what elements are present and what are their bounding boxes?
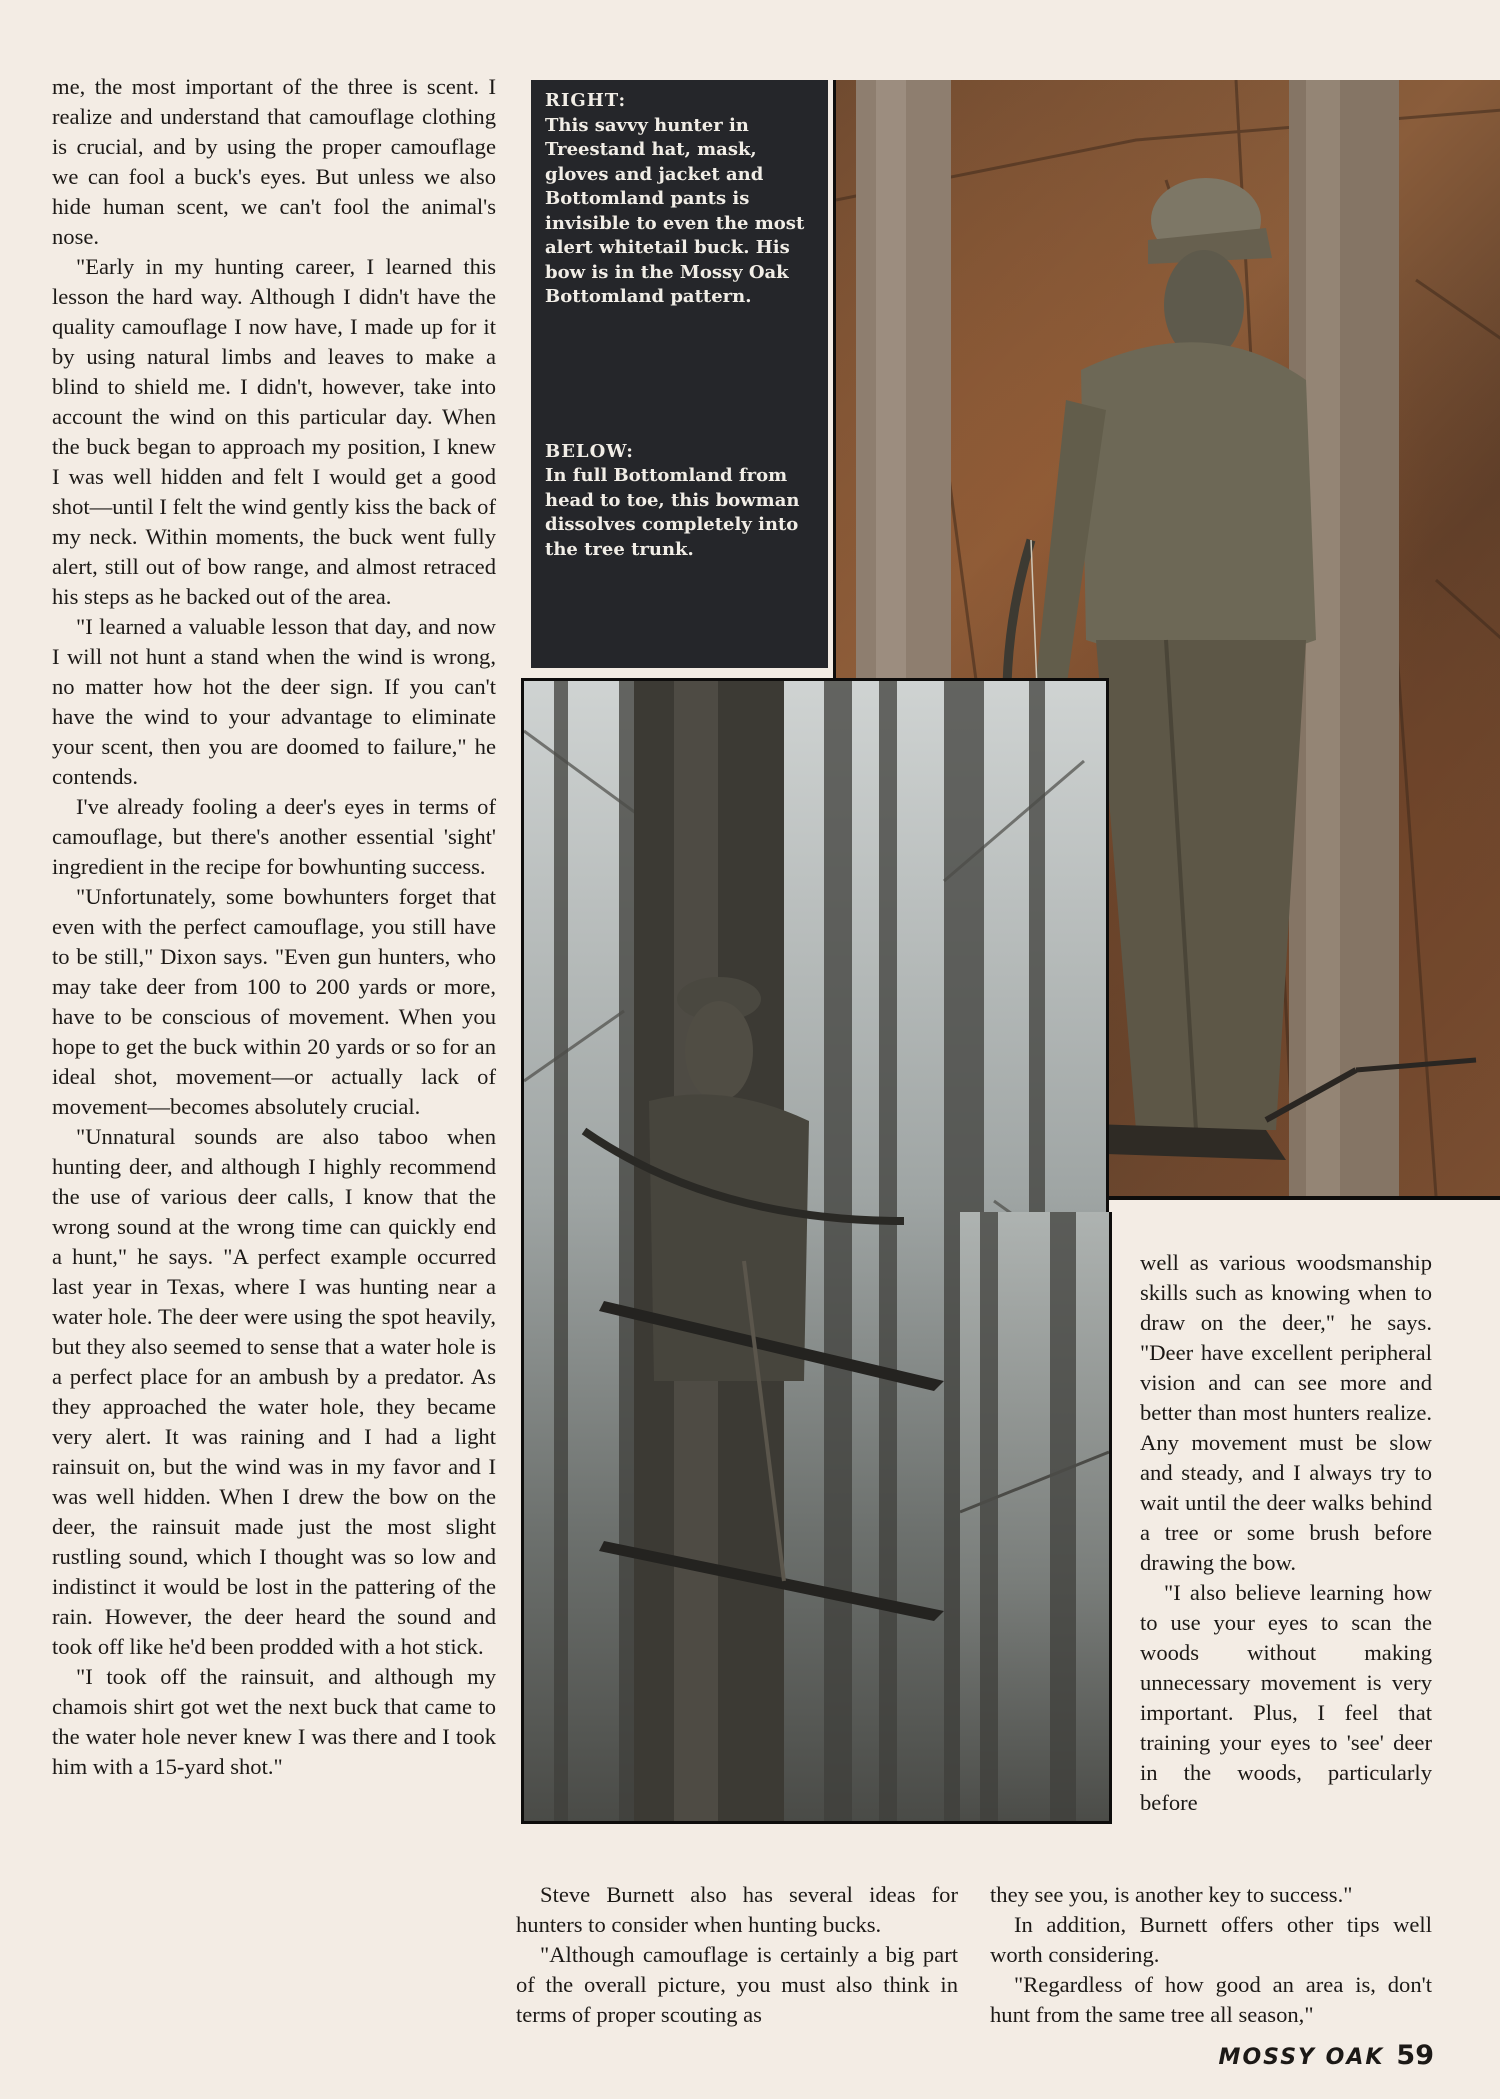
paragraph: "Unnatural sounds are also taboo when hunting deer, and although I highly recommend the use of various deer calls, I know that the wrong sound at the wrong time can quickly end a hunt," he says. "A perfect example occurred last year in Texas, where I was hunting near a water hole. The deer were using the spot heavily, but they also seemed to sense that a water hole is a perfect place for an ambush by a predator. As they approached the water hole, they became very alert. It was raining and I had a light rainsuit on, but the wind was in my favor and I was well hidden. When I drew the bow on the deer, the rainsuit made just the most slight rustling sound, which I thought was so low and indistinct it would be lost in the pattering of the rain. However, the deer heard the sound and took off like he'd been prodded with a hot stick.	[52, 1124, 496, 1659]
caption-below-heading: BELOW:	[545, 440, 634, 462]
page-footer	[1204, 2040, 1434, 2071]
caption-right-text: This savvy hunter in Treestand hat, mask, gloves and jacket and Bottomland pants is invisible to even the most alert whitetail buck. His bow is in the Mossy Oak Bottomland pattern.	[545, 114, 805, 307]
paragraph: "Early in my hunting career, I learned this lesson the hard way. Although I didn't have the quality camouflage I now have, I made up for it by using natural limbs and leaves to make a blind to shield me. I didn't, however, take into account the wind on this particular day. When the buck began to approach my position, I knew I was well hidden and felt I would get a good shot—until I felt the wind gently kiss the back of my neck. Within moments, the buck went fully alert, still out of bow range, and almost retraced his steps as he backed out of the area.	[52, 254, 496, 609]
paragraph: "I also believe learning how to use your eyes to scan the woods without making unnecessary movement is very important. Plus, I feel that training your eyes to 'see' deer in the woods, particularly before	[1140, 1580, 1432, 1815]
paragraph: me, the most important of the three is scent. I realize and understand that camouflage clothing is crucial, and by using the proper camouflage we can fool a buck's eyes. But unless we also hide human scent, we can't fool the animal's nose.	[52, 74, 496, 249]
article-column-left	[52, 72, 496, 1782]
paragraph: well as various woodsmanship skills such as knowing when to draw on the deer," he says. "Deer have excellent peripheral vision and can see more and better than most hunters realize. Any movement must be slow and steady, and I always try to wait until the deer walks behind a tree or some brush before drawing the bow.	[1140, 1250, 1432, 1575]
article-column-right-lower	[990, 1880, 1432, 2030]
page-number: 59	[1396, 2040, 1434, 2071]
paragraph: "Unfortunately, some bowhunters forget that even with the perfect camouflage, you still have to be still," Dixon says. "Even gun hunters, who may take deer from 100 to 200 yards or more, have to be conscious of movement. When you hope to get the buck within 20 yards or so for an ideal shot, movement—or actually lack of movement—becomes absolutely crucial.	[52, 884, 496, 1119]
photo-tree-trunk-bowman-extension	[960, 1212, 1112, 1824]
paragraph: "Regardless of how good an area is, don't hunt from the same tree all season,"	[990, 1972, 1432, 2027]
paragraph: In addition, Burnett offers other tips well worth considering.	[990, 1912, 1432, 1967]
paragraph: "I took off the rainsuit, and although my chamois shirt got wet the next buck that came to the water hole never knew I was there and I took him with a 15-yard shot."	[52, 1664, 496, 1779]
caption-right-heading: RIGHT:	[545, 90, 627, 111]
paragraph: "Although camouflage is certainly a big part of the overall picture, you must also think in terms of proper scouting as	[516, 1942, 958, 2027]
paragraph: I've already fooling a deer's eyes in terms of camouflage, but there's another essential 'sight' ingredient in the recipe for bowhunting success.	[52, 794, 496, 879]
paragraph: they see you, is another key to success."	[990, 1882, 1353, 1907]
paragraph: Steve Burnett also has several ideas for hunters to consider when hunting bucks.	[516, 1882, 958, 1937]
article-column-right-upper	[1140, 1248, 1432, 1818]
photo-caption-box	[531, 80, 828, 668]
caption-below-text: In full Bottomland from head to toe, this bowman dissolves completely into the tree trunk.	[545, 465, 800, 560]
magazine-name: MOSSY OAK	[1218, 2045, 1385, 2070]
paragraph: "I learned a valuable lesson that day, and now I will not hunt a stand when the wind is wrong, no matter how hot the deer sign. If you can't have the wind to your advantage to eliminate your scent, then you are doomed to failure," he contends.	[52, 614, 496, 789]
article-column-middle	[516, 1880, 958, 2030]
